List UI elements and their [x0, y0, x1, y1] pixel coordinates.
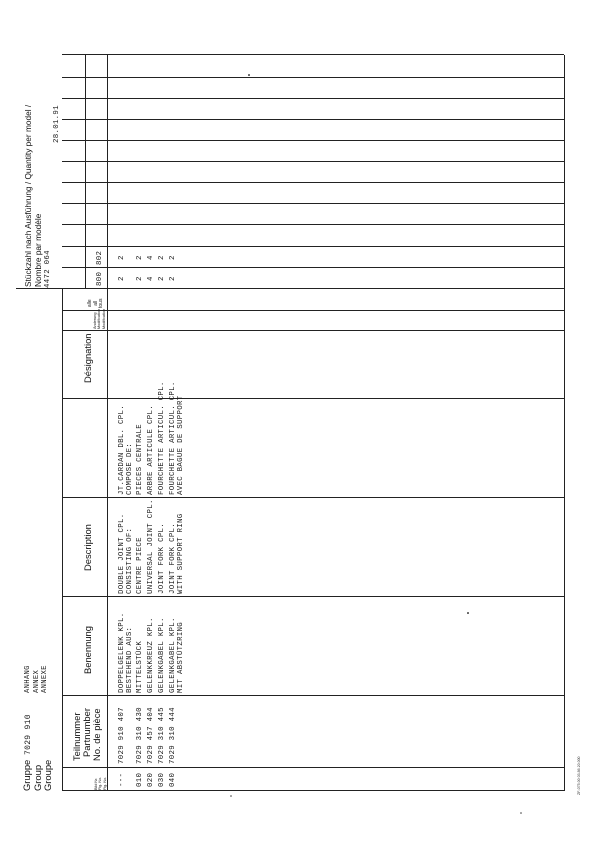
part-number-header	[72, 708, 102, 761]
qty-grid-1	[62, 267, 564, 268]
annex-label-en: ANNEX	[32, 669, 41, 693]
column-header-divider	[107, 55, 108, 791]
name-fr	[118, 405, 134, 495]
name-en-line: CONSISTING OF:	[126, 527, 135, 594]
name-fr-line: FOURCHETTE ARTICUL. CPL.	[169, 381, 177, 495]
part-number: 7029 310 444	[169, 707, 177, 764]
col-sep-fig	[62, 767, 564, 768]
table-left-border	[62, 790, 564, 791]
name-en	[118, 514, 134, 595]
group-label-block	[22, 760, 54, 791]
model-code-800: 800	[96, 271, 104, 286]
modification-en: Modification	[97, 308, 102, 329]
name-fr-line: COMPOSE DE:	[126, 442, 135, 495]
col-sep-de	[62, 596, 564, 597]
qty-grid-8	[62, 119, 564, 120]
annex-label-fr: ANNEXE	[41, 665, 49, 693]
all-models-en: all	[92, 300, 99, 306]
qty-802: 2	[118, 255, 126, 260]
qty-grid-2	[62, 246, 564, 247]
group-label-fr: Groupe	[42, 759, 53, 791]
name-en: UNIVERSAL JOINT CPL.	[147, 499, 155, 594]
qty-800: 4	[147, 276, 155, 281]
quantity-title-2: Nombre par modèle	[33, 213, 43, 287]
name-de-line: BESTEHEND AUS:	[126, 626, 135, 693]
qty-802: 2	[136, 255, 144, 260]
qty-802: 2	[169, 255, 177, 260]
quantity-title: Stückzahl nach Ausführung / Quantity per model /	[23, 104, 33, 287]
name-de-line: DOPPELGELENK KPL.	[118, 612, 126, 693]
benennung-header: Benennung	[82, 626, 93, 674]
qty-grid-7	[62, 140, 564, 141]
name-en: JOINT FORK CPL.	[158, 522, 166, 594]
name-en-line: JOINT FORK CPL.	[169, 522, 177, 594]
all-models-fr: tous	[98, 298, 105, 308]
name-de	[118, 613, 134, 694]
col-sep-en	[62, 497, 564, 498]
fig-no-fr: Fig. No.	[102, 776, 107, 790]
name-fr	[169, 381, 185, 495]
part-number: 7029 910 407	[118, 707, 126, 764]
col-sep-part	[62, 695, 564, 696]
col-sep-qty-start	[16, 288, 564, 289]
scan-speck	[248, 74, 250, 76]
modification-fr: Modification	[101, 308, 106, 329]
table-right-border	[62, 54, 564, 55]
scan-speck	[520, 812, 522, 814]
fig-number: 020	[147, 772, 155, 787]
annex-block	[24, 665, 50, 693]
col-sep-fr	[62, 398, 564, 399]
name-en-line: WITH SUPPORT RING	[177, 513, 186, 594]
part-number-fr: No. de pièce	[91, 708, 102, 761]
form-code: ZF-075.00 03.86 20.000	[577, 756, 581, 795]
col-sep-all	[62, 310, 564, 311]
part-number-de: Teilnummer	[71, 712, 82, 761]
modification-header	[93, 309, 106, 329]
model-base: 4472 064	[44, 250, 52, 288]
qty-grid-3	[62, 224, 564, 225]
qty-header-mid-line	[85, 55, 86, 289]
qty-802: 4	[147, 255, 155, 260]
name-en	[169, 514, 185, 595]
fig-no-header	[94, 777, 107, 790]
group-label-en: Group	[31, 764, 43, 791]
name-en: CENTRE PIECE	[136, 537, 144, 594]
fig-number: 040	[169, 772, 177, 787]
qty-grid-6	[62, 161, 564, 162]
part-number: 7029 310 445	[158, 707, 166, 764]
header-underline	[62, 289, 63, 791]
table-bottom-border	[564, 55, 565, 791]
fig-number: ---	[118, 772, 126, 787]
release-date: 28.01.91	[53, 105, 61, 143]
name-de: GELENKGABEL KPL.	[158, 617, 166, 693]
scan-speck	[467, 612, 469, 614]
qty-802: 2	[158, 255, 166, 260]
scan-speck	[230, 795, 232, 797]
fig-no-de: Bild Nr.	[94, 777, 98, 790]
name-fr-line: JT.CARDAN DBL. CPL.	[118, 405, 126, 495]
all-models-de: alle	[87, 299, 93, 308]
qty-800: 2	[136, 276, 144, 281]
fig-number: 010	[136, 772, 144, 787]
part-number: 7029 310 430	[136, 707, 144, 764]
all-models-header	[88, 299, 105, 308]
name-de-line: MIT ABSTÜTZRING	[177, 621, 186, 693]
designation-header: Désignation	[82, 333, 93, 383]
name-en-line: DOUBLE JOINT CPL.	[118, 513, 126, 594]
qty-800: 2	[158, 276, 166, 281]
modification-de: Änderung	[93, 312, 97, 329]
name-fr: FOURCHETTE ARTICUL. CPL.	[158, 381, 166, 495]
name-fr-line: AVEC BAGUE DE SUPPORT	[177, 395, 186, 495]
group-number: 7029 910	[24, 714, 33, 755]
name-de-line: GELENKGABEL KPL.	[169, 617, 177, 693]
name-de: MITTELSTÜCK	[136, 640, 144, 693]
model-code-802: 802	[96, 250, 104, 265]
fig-no-en: Fig. No.	[98, 776, 103, 790]
qty-grid-10	[62, 77, 564, 78]
col-sep-mod	[62, 330, 564, 331]
name-de: GELENKKREUZ KPL.	[147, 617, 155, 693]
qty-800: 2	[169, 276, 177, 281]
qty-grid-4	[62, 203, 564, 204]
fig-number: 030	[158, 772, 166, 787]
part-number: 7029 457 404	[147, 707, 155, 764]
name-fr: PIECES CENTRALE	[136, 423, 144, 495]
part-number-en: Partnumber	[81, 708, 92, 757]
name-de	[169, 617, 185, 693]
name-fr: ARBRE ARTICULE CPL.	[147, 405, 155, 495]
qty-grid-5	[62, 182, 564, 183]
group-label-de: Gruppe	[21, 759, 32, 791]
qty-800: 2	[118, 276, 126, 281]
description-header: Description	[82, 524, 93, 571]
qty-grid-9	[62, 98, 564, 99]
annex-label-de: ANHANG	[24, 665, 32, 693]
